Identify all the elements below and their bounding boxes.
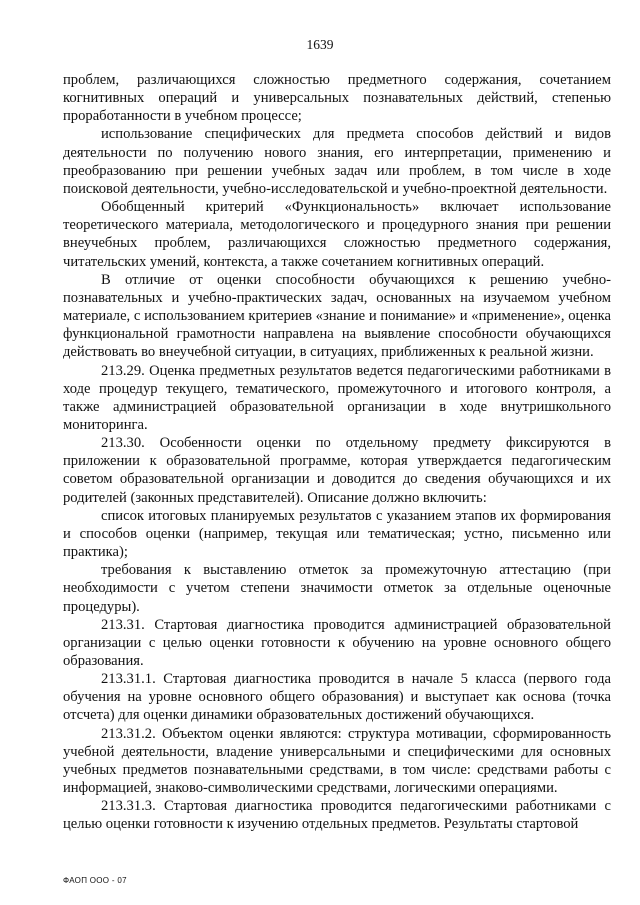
- paragraph-213-30: 213.30. Особенности оценки по отдельному предмету фиксируются в приложении к образовательной программе, которая утверждается педагогическим советом образовательной организации и доводится до сведения обучающихся и их родителей (законных представителей). Описание должно включить:: [63, 435, 611, 506]
- paragraph-list-item: требования к выставлению отметок за промежуточную аттестацию (при необходимости с учетом степени значимости отметок за отдельные оценочные процедуры).: [63, 562, 611, 615]
- paragraph-functionality-criterion: Обобщенный критерий «Функциональность» включает использование теоретического материала, методологического и процедурного знания при решении внеучебных проблем, различающихся сложностью предметного содержания, читательских умений, контекста, а также сочетанием когнитивных операций.: [63, 199, 611, 270]
- paragraph-list-item: использование специфических для предмета способов действий и видов деятельности по получению нового знания, его интерпретации, применению и преобразованию при решении учебных задач или проблем, в том числе в ходе поисковой деятельности, учебно-исследовательской и учебно-проектной деятельности.: [63, 126, 611, 197]
- page-number: 1639: [306, 37, 334, 52]
- body-text: [63, 71, 611, 834]
- paragraph-list-item: список итоговых планируемых результатов с указанием этапов их формирования и способов оценки (например, текущая или тематическая; устно, письменно или практика);: [63, 507, 611, 561]
- footer-code: ФАОП ООО - 07: [63, 876, 127, 885]
- paragraph-functional-literacy: В отличие от оценки способности обучающихся к решению учебно-познавательных и учебно-практических задач, основанных на изучаемом учебном материале, с использованием критериев «знание и понимание» и «применение», оценка функциональной грамотности направлена на выявление способности обучающихся действовать во внеучебной ситуации, в ситуациях, приближенных к реальной жизни.: [63, 271, 611, 361]
- paragraph-continuation: проблем, различающихся сложностью предметного содержания, сочетанием когнитивных операций и универсальных познавательных действий, степенью проработанности в учебном процессе;: [63, 72, 611, 125]
- paragraph-213-29: 213.29. Оценка предметных результатов ведется педагогическими работниками в ходе процедур текущего, тематического, промежуточного и итогового контроля, а также администрацией образовательной организации в ходе внутришкольного мониторинга.: [63, 362, 611, 433]
- paragraph-213-31-1: 213.31.1. Стартовая диагностика проводится в начале 5 класса (первого года обучения на уровне основного общего образования) и выступает как основа (точка отсчета) для оценки динамики образовательных достижений обучающихся.: [63, 671, 611, 724]
- paragraph-213-31-2: 213.31.2. Объектом оценки являются: структура мотивации, сформированность учебной деятельности, владение универсальными и специфическими для основных учебных предметов познавательными средствами, в том числе: средствами работы с информацией, знаково-символическими средствами, логическими операциями.: [63, 725, 611, 797]
- paragraph-213-31: 213.31. Стартовая диагностика проводится администрацией образовательной организации с целью оценки готовности к обучению на уровне основного общего образования.: [63, 616, 611, 669]
- paragraph-213-31-3: 213.31.3. Стартовая диагностика проводится педагогическими работниками с целью оценки готовности к изучению отдельных предметов. Результаты стартовой: [63, 798, 611, 833]
